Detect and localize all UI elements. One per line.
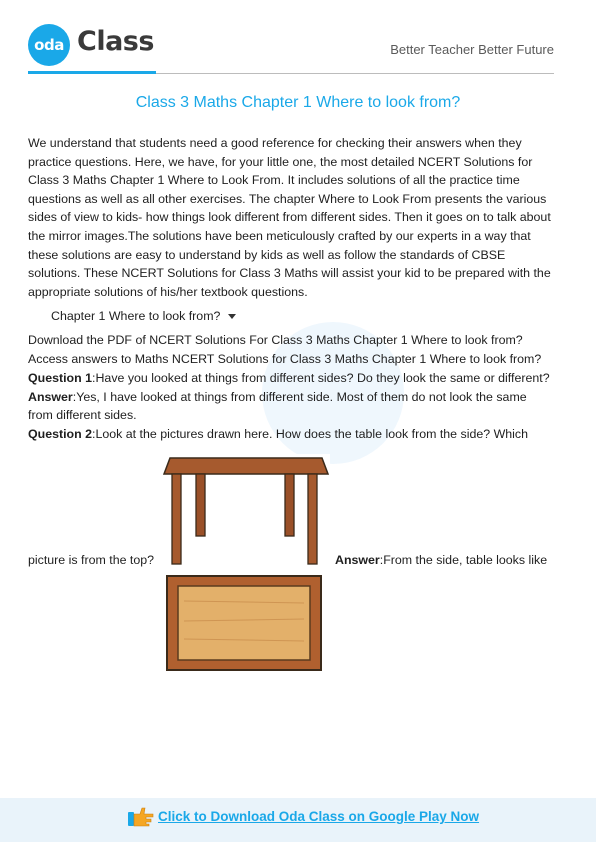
answer-1-text: :Yes, I have looked at things from different side. Most of them do not look the same	[72, 390, 527, 404]
answer-1-cont: from different sides.	[28, 408, 137, 422]
answer-1	[28, 388, 568, 407]
pointing-hand-icon	[128, 806, 154, 828]
download-line: Download the PDF of NCERT Solutions For Class 3 Maths Chapter 1 Where to look from?	[28, 333, 523, 347]
answer-2-label: Answer	[335, 553, 380, 567]
table-top-view-image	[164, 573, 324, 673]
logo-wordmark: Class	[77, 26, 154, 57]
answer-1-label: Answer	[28, 390, 73, 404]
answer-2	[335, 551, 575, 570]
answer-2-text: :From the side, table looks like	[379, 553, 548, 567]
table-side-view-image	[160, 454, 330, 566]
chapter-dropdown[interactable]	[51, 307, 236, 325]
question-2-cont: picture is from the top?	[28, 553, 155, 567]
access-line: Access answers to Maths NCERT Solutions for Class 3 Maths Chapter 1 Where to look from?	[28, 352, 542, 366]
question-2-text: :Look at the pictures drawn here. How does the table look from the side? Which	[92, 427, 529, 441]
intro-paragraph: We understand that students need a good reference for checking their answers when they practice questions. Here, we have, for your little one, the most detailed NCERT Solutions for Class 3 Maths Chapter 1 Where to Look From. It includes solutions of all the practice time questions as well as all other exercises. The chapter Where to Look From presents the various sides of view to kids- how things look different from different sides. Then it goes on to talk about the mirror images.The solutions have been meticulously crafted by our experts in a way that these solutions are easy to understand by kids as well as follow the standards of CBSE solutions. These NCERT Solutions for Class 3 Maths will assist your kid to be prepared with the appropriate solutions of his/her textbook questions.	[28, 136, 551, 299]
logo-circle: oda	[28, 24, 70, 66]
question-1-label: Question 1	[28, 371, 93, 385]
chapter-dropdown-label: Chapter 1 Where to look from?	[51, 309, 221, 323]
header-accent-bar	[28, 71, 156, 74]
download-app-link[interactable]: Click to Download Oda Class on Google Play Now	[158, 809, 480, 824]
question-2-label: Question 2	[28, 427, 93, 441]
question-2	[28, 425, 568, 444]
page-title: Class 3 Maths Chapter 1 Where to look from?	[135, 94, 461, 111]
question-1-text: :Have you looked at things from different sides? Do they look the same or different?	[92, 371, 550, 385]
tagline: Better Teacher Better Future	[390, 42, 554, 57]
caret-down-icon	[228, 314, 236, 319]
question-1	[28, 369, 568, 388]
